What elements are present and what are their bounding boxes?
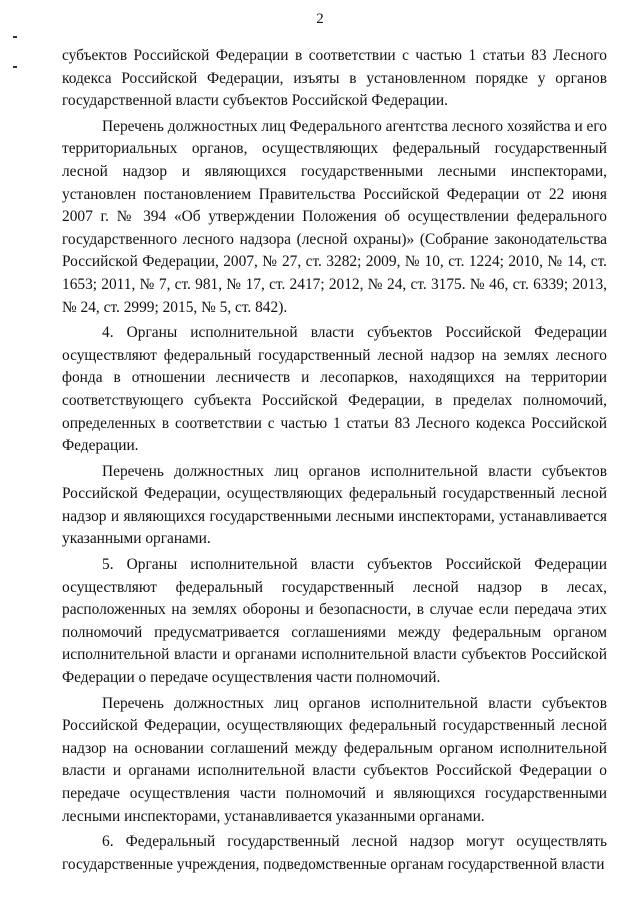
paragraph-officials-list-federal-agency: Перечень должностных лиц Федерального агентства лесного хозяйства и его территориальных органов, осуществляющих федеральный государственный лесной надзор и являющихся государственными лесными инспекторами, установлен постановлением Правительства Российской Федерации от 22 июня 2007 г. № 394 «Об утверждении Положения об осуществлении федерального государственного лесного надзора (лесной охраны)» (Собрание законодательства Российской Федерации, 2007, № 27, ст. 3282; 2009, № 10, ст. 1224; 2010, № 14, ст. 1653; 2011, № 7, ст. 981, № 17, ст. 2417; 2012, № 24, ст. 3175. № 46, ст. 6339; 2013, № 24, ст. 2999; 2015, № 5, ст. 842). (62, 117, 607, 316)
margin-mark (13, 66, 17, 68)
paragraph-item-5: 5. Органы исполнительной власти субъектов Российской Федерации осуществляют федеральный государственный лесной надзор в лесах, расположенных на землях обороны и безопасности, в случае если передача этих полномочий предусматривается соглашениями между федеральным органом исполнительной власти и органами исполнительной власти субъектов Российской Федерации о передаче осуществления части полномочий. (62, 556, 607, 687)
paragraph-continuation: субъектов Российской Федерации в соответствии с частью 1 статьи 83 Лесного кодекса Российской Федерации, изъяты в установленном порядке у органов государственной власти субъектов Российской Федерации. (62, 47, 607, 110)
paragraph-item-4: 4. Органы исполнительной власти субъектов Российской Федерации осуществляют федеральный государственный лесной надзор на землях лесного фонда в отношении лесничеств и лесопарков, находящихся на территории соответствующего субъекта Российской Федерации, в пределах полномочий, определенных в соответствии с частью 1 статьи 83 Лесного кодекса Российской Федерации. (62, 324, 607, 455)
paragraph-item-6: 6. Федеральный государственный лесной надзор могут осуществлять государственные учреждения, подведомственные органам государственной власти (62, 833, 607, 873)
paragraph-officials-list-agreements: Перечень должностных лиц органов исполнительной власти субъектов Российской Федерации, осуществляющих федеральный государственный лесной надзор на основании соглашений между федеральным органом исполнительной власти и органами исполнительной власти субъектов Российской Федерации о передаче осуществления части полномочий и являющихся государственными лесными инспекторами, устанавливается указанными органами. (62, 694, 607, 825)
document-body (62, 45, 607, 879)
page-number: 2 (316, 11, 324, 27)
paragraph-officials-list-regional: Перечень должностных лиц органов исполнительной власти субъектов Российской Федерации, осуществляющих федеральный государственный лесной надзор и являющихся государственными лесными инспекторами, устанавливается указанными органами. (62, 462, 607, 548)
margin-mark (13, 36, 17, 38)
